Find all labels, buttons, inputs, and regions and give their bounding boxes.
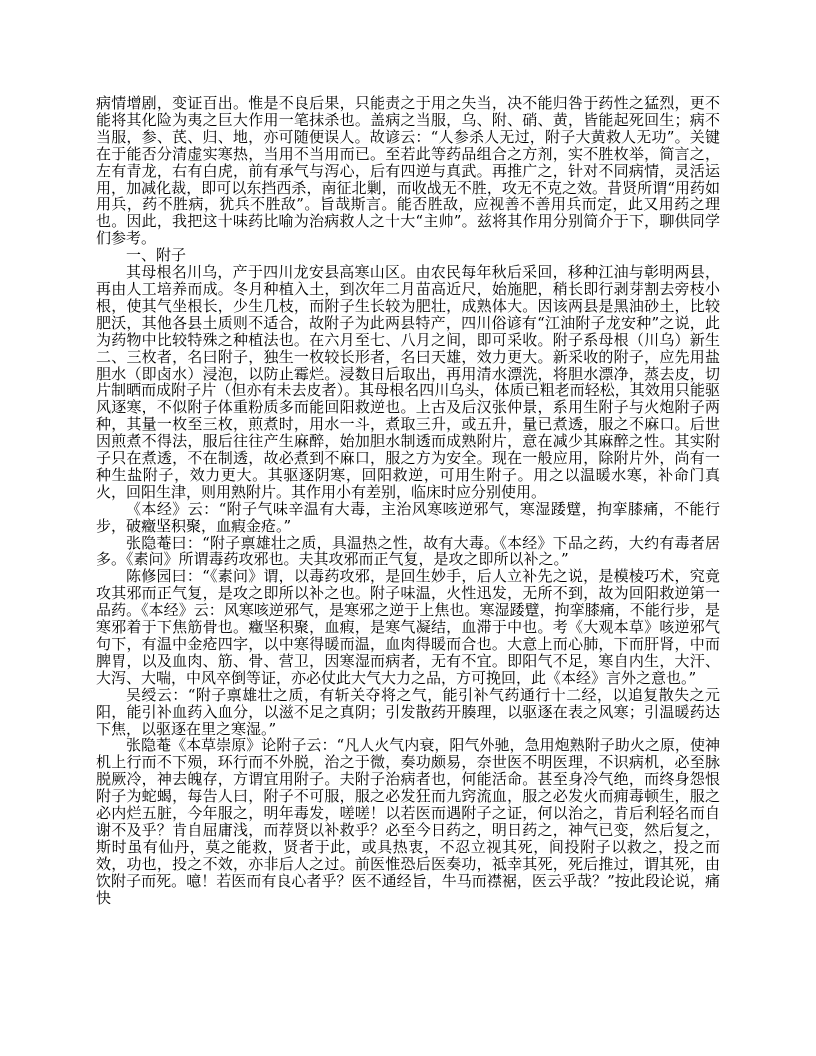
- paragraph-zhang-yinan-quote: 张隐菴曰：“附子禀雄壮之质，具温热之性，故有大毒。《本经》下品之药，大约有毒者居多。《素问》所谓毒药攻邪也。夫其攻邪而正气复，是攻之即所以补之。”: [96, 533, 720, 569]
- intro-paragraph: 病情增剧，变证百出。惟是不良后果，只能责之于用之失当，决不能归咎于药性之猛烈，更不能将其化险为夷之巨大作用一笔抹杀也。盖病之当服，乌、附、硝、黄，皆能起死回生；病不当服，参、芪、归、地，亦可随便误人。故谚云：“人参杀人无过，附子大黄救人无功”。关键在于能否分清虚实寒热，当用不当用而已。至若此等药品组合之方剂，实不胜枚举，简言之，左有青龙，右有白虎，前有承气与泻心，后有四逆与真武。再推广之，针对不同病情，灵活运用，加减化裁，即可以东挡西杀，南征北剿，而收战无不胜，攻无不克之效。昔贤所谓“用药如用兵，药不胜病，犹兵不胜敌”。旨哉斯言。能否胜敌，应视善不善用兵而定，此又用药之理也。因此，我把这十味药比喻为治病救人之十大“主帅”。兹将其作用分别简介于下，聊供同学们参考。: [96, 94, 720, 248]
- section-heading: 一、附子: [126, 246, 187, 265]
- paragraph-fuzi-origin: 其母根名川乌，产于四川龙安县高寒山区。由农民每年秋后采回，移种江油与彰明两县，再由人工培养而成。冬月种植入土，到次年二月苗高近尺，始施肥，稍长即行剥芽割去旁枝小根，使其气坐根长，少生几枝，而附子生长较为肥壮，成熟体大。因该两县是黑油砂土，比较肥沃，其他各县土质则不适合，故附子为此两县特产，四川俗谚有“江油附子龙安种”之说，此为药物中比较特殊之种植法也。在六月至七、八月之间，即可采收。附子系母根（川乌）新生二、三枚者，名曰附子，独生一枚较长形者，名曰天雄，效力更大。新采收的附子，应先用盐胆水（即卤水）浸泡，以防止霉烂。浸数日后取出，再用清水漂洗，将胆水漂净，蒸去皮，切片制晒而成附子片（但亦有未去皮者）。其母根名四川乌头，体质已粗老而轻松，其效用只能驱风逐寒，不似附子体重粉质多而能回阳救逆也。上古及后汉张仲景，系用生附子与火炮附子两种，其量一枚至三枚，煎煮时，用水一斗，煮取三升，或五升，量已煮透，服之不麻口。后世因煎煮不得法，服后往往产生麻醉，始加胆水制透而成熟附片，意在减少其麻醉之性。其实附子只在煮透，不在制透，故必煮到不麻口，服之方为安全。现在一般应用，除附片外，尚有一种生盐附子，效力更大。其驱逐阴寒，回阳救逆，可用生附子。用之以温暖水寒，补命门真火，回阳生津，则用熟附片。其作用小有差别，临床时应分别使用。: [96, 263, 720, 501]
- paragraph-bencao-chongyuan-quote: 张隐菴《本草崇原》论附子云：“凡人火气内衰，阳气外驰，急用炮熟附子助火之原，使神机上行而不下殒，环行而不外脱，治之于微，奏功颇易，奈世医不明医理，不识病机，必至脉脱厥冷，神去魄存，方谓宜用附子。夫附子治病者也，何能活命。甚至身冷气绝，而终身怨恨附子为蛇蝎，每告人曰，附子不可服，服之必发狂而九窍流血，服之必发火而痈毒顿生，服之必内烂五脏，今年服之，明年毒发，嗟嗟！以若医而遇附子之证，何以治之，肯后利轻名而自谢不及乎？肯自屈庸浅，而荐贤以补救乎？必至今日药之，明日药之，神气已变，然后复之，斯时虽有仙丹，莫之能救，贤者于此，或具热衷，不忍立视其死，间投附子以救之，投之而效，功也，投之不效，亦非后人之过。前医惟恐后医奏功，祗幸其死，死后推过，谓其死，由饮附子而死。噫！若医而有良心者乎？医不通经旨，牛马而襟裾，医云乎哉？”按此段论说，痛快: [96, 736, 720, 907]
- paragraph-benjing-quote: 《本经》云：“附子气味辛温有大毒，主治风寒咳逆邪气，寒湿踒躄，拘挛膝痛，不能行步，破癥坚积聚，血瘕金疮。”: [96, 499, 720, 535]
- paragraph-chen-xiuyuan-quote: 陈修园曰：“《素问》谓，以毒药攻邪，是回生妙手，后人立补先之说，是模棱巧术，究竟攻其邪而正气复，是攻之即所以补之也。附子味温，火性迅发，无所不到，故为回阳救逆第一品药。《本经》云：风寒咳逆邪气，是寒邪之逆于上焦也。寒湿踒躄，拘挛膝痛，不能行步，是寒邪着于下焦筋骨也。癥坚积聚，血瘕，是寒气凝结，血滞于中也。考《大观本草》咳逆邪气句下，有温中金疮四字，以中寒得暖而温，血肉得暖而合也。大意上而心肺，下而肝肾，中而脾胃，以及血肉、筋、骨、营卫，因寒湿而病者，无有不宜。即阳气不足，寒自内生，大汗、大泻、大喘，中风卒倒等证，亦必仗此大气大力之品，方可挽回，此《本经》言外之意也。”: [96, 567, 720, 687]
- paragraph-wu-shou-quote: 吴绶云：“附子禀雄壮之质，有斩关夺将之气，能引补气药通行十二经，以追复散失之元阳，能引补血药入血分，以滋不足之真阴；引发散药开腠理，以驱逐在表之风寒；引温暖药达下焦，以驱逐在里之寒湿。”: [96, 685, 720, 738]
- document-body: [96, 95, 720, 907]
